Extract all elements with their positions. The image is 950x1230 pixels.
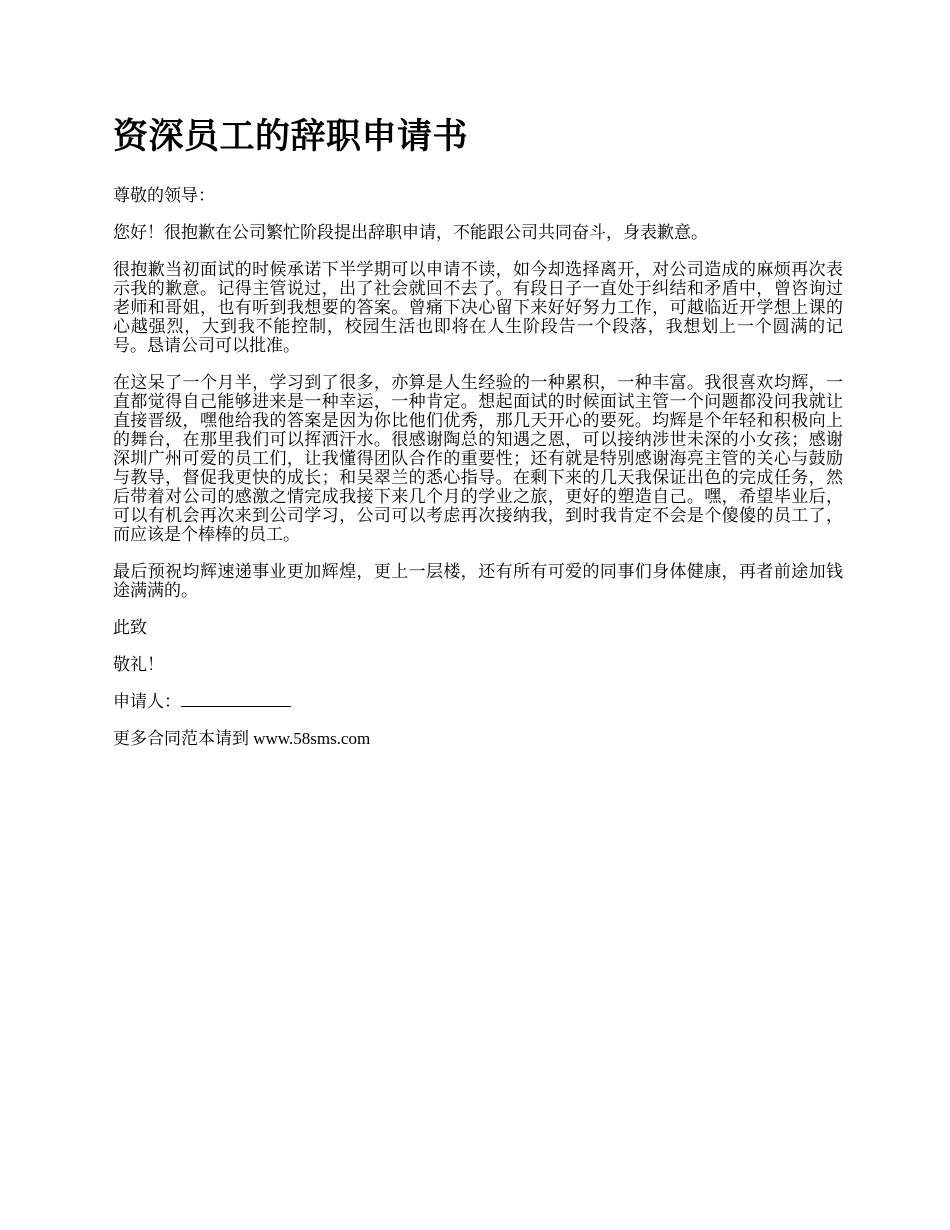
document-page [113, 112, 843, 766]
applicant-label: 申请人： [113, 692, 181, 711]
salutation: 尊敬的领导： [113, 186, 215, 205]
body-paragraph-3: 在这呆了一个月半，学习到了很多，亦算是人生经验的一种累积，一种丰富。我很喜欢均辉，一直都觉得自己能够进来是一种幸运，一种肯定。想起面试的时候面试主管一个问题都没问我就让直接晋级，嘿他给我的答案是因为你比他们优秀，那几天开心的要死。均辉是个年轻和积极向上的舞台，在那里我们可以挥洒汗水。很感谢陶总的知遇之恩，可以接纳涉世未深的小女孩；感谢深圳广州可爱的员工们，让我懂得团队合作的重要性；还有就是特别感谢海亮主管的关心与鼓励与教导，督促我更快的成长；和吴翠兰的悉心指导。在剩下来的几天我保证出色的完成任务，然后带着对公司的感激之情完成我接下来几个月的学业之旅，更好的塑造自己。嘿，希望毕业后，可以有机会再次来到公司学习，公司可以考虑再次接纳我，到时我肯定不会是个傻傻的员工了，而应该是个棒棒的员工。 [113, 373, 843, 544]
body-paragraph-2: 很抱歉当初面试的时候承诺下半学期可以申请不读，如今却选择离开，对公司造成的麻烦再次表示我的歉意。记得主管说过，出了社会就回不去了。有段日子一直处于纠结和矛盾中，曾咨询过老师和哥姐，也有听到我想要的答案。曾痛下决心留下来好好努力工作，可越临近开学想上课的心越强烈，大到我不能控制，校园生活也即将在人生阶段告一个段落，我想划上一个圆满的记号。恳请公司可以批准。 [113, 260, 843, 355]
applicant-line [113, 692, 843, 711]
body-paragraph-1: 您好！很抱歉在公司繁忙阶段提出辞职申请，不能跟公司共同奋斗，身表歉意。 [113, 223, 708, 242]
body-paragraph-4: 最后预祝均辉速递事业更加辉煌，更上一层楼，还有所有可爱的同事们身体健康，再者前途加钱途满满的。 [113, 562, 843, 600]
document-title: 资深员工的辞职申请书 [113, 117, 469, 156]
signature-blank [181, 694, 291, 707]
closing-line-1: 此致 [113, 618, 147, 637]
closing-line-2: 敬礼！ [113, 655, 164, 674]
footer-note: 更多合同范本请到 www.58sms.com [113, 729, 371, 748]
